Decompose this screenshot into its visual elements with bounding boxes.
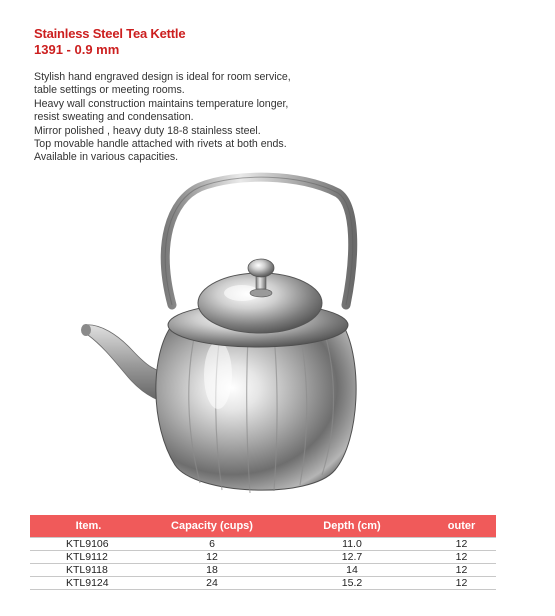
description-line: Heavy wall construction maintains temperature longer, <box>34 97 289 110</box>
cell-item: KTL9112 <box>30 551 147 564</box>
cell-capacity: 12 <box>147 551 277 564</box>
product-description <box>34 71 364 165</box>
specifications-table <box>30 515 496 590</box>
column-header-capacity: Capacity (cups) <box>147 515 277 538</box>
column-header-outer: outer <box>427 515 496 538</box>
cell-depth: 12.7 <box>277 551 427 564</box>
description-line: table settings or meeting rooms. <box>34 84 185 97</box>
cell-depth: 14 <box>277 564 427 577</box>
description-line: Top movable handle attached with rivets at both ends. <box>34 138 287 151</box>
table-header-row <box>30 515 496 538</box>
kettle-body <box>156 325 356 490</box>
table-row <box>30 551 496 564</box>
description-line: Stylish hand engraved design is ideal for room service, <box>34 71 291 83</box>
description-line: resist sweating and condensation. <box>34 111 194 124</box>
cell-depth: 15.2 <box>277 577 427 590</box>
tea-kettle-image <box>60 165 400 515</box>
table-row <box>30 538 496 551</box>
table-row <box>30 577 496 590</box>
column-header-depth: Depth (cm) <box>277 515 427 538</box>
cell-outer: 12 <box>427 538 496 551</box>
cell-capacity: 18 <box>147 564 277 577</box>
cell-item: KTL9124 <box>30 577 147 590</box>
table-row <box>30 564 496 577</box>
description-line: Available in various capacities. <box>34 151 179 164</box>
kettle-knob <box>248 259 274 277</box>
cell-item: KTL9106 <box>30 538 147 551</box>
product-title: Stainless Steel Tea Kettle <box>34 26 186 41</box>
column-header-item: Item. <box>30 515 147 538</box>
cell-outer: 12 <box>427 577 496 590</box>
cell-depth: 11.0 <box>277 538 427 551</box>
description-line: Mirror polished , heavy duty 18-8 stainless steel. <box>34 124 261 137</box>
cell-outer: 12 <box>427 564 496 577</box>
cell-outer: 12 <box>427 551 496 564</box>
cell-capacity: 6 <box>147 538 277 551</box>
cell-item: KTL9118 <box>30 564 147 577</box>
cell-capacity: 24 <box>147 577 277 590</box>
product-subtitle: 1391 - 0.9 mm <box>34 42 120 57</box>
